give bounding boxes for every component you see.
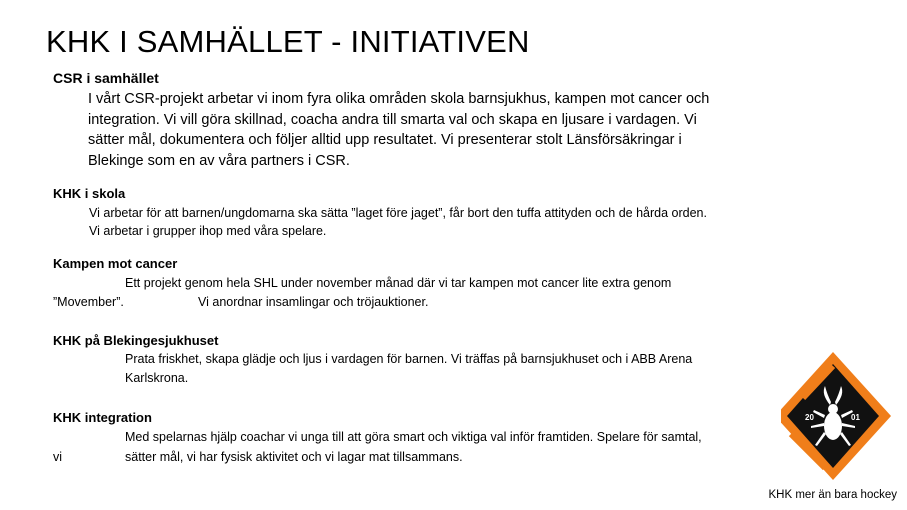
skola-heading: KHK i skola (53, 186, 126, 201)
cancer-line-2a: ”Movember”. (53, 295, 124, 309)
csr-line: I vårt CSR-projekt arbetar vi inom fyra olika områden skola barnsjukhus, kampen mot cancer och (88, 91, 710, 107)
footer-text: KHK mer än bara hockey (768, 489, 897, 501)
blekinge-heading: KHK på Blekingesjukhuset (53, 333, 219, 348)
csr-line: Blekinge som en av våra partners i CSR. (88, 152, 350, 169)
csr-heading: CSR i samhället (53, 70, 159, 86)
integration-line-2b: sätter mål, vi har fysisk aktivitet och vi lagar mat tillsammans. (125, 450, 463, 464)
blekinge-line-2: Karlskrona. (125, 371, 189, 385)
csr-line: sätter mål, dokumentera och följer alltid upp resultatet. Vi presenterar stolt Länsförsäkringar i (88, 132, 682, 148)
integration-line-1: Med spelarnas hjälp coachar vi unga till att göra smart och viktiga val inför framtiden. Spelare för samtal, (125, 430, 702, 444)
logo-year-left: 20 (805, 413, 814, 422)
blekinge-line-1: Prata friskhet, skapa glädje och ljus i vardagen för barnen. Vi träffas på barnsjukhuset och i ABB Arena (125, 352, 693, 366)
csr-line: integration. Vi vill göra skillnad, coacha andra till smarta val och skapa en ljusare i vardagen. Vi (88, 111, 697, 128)
cancer-heading: Kampen mot cancer (53, 256, 178, 271)
khk-logo (781, 350, 893, 482)
cancer-line-1: Ett projekt genom hela SHL under november månad där vi tar kampen mot cancer lite extra genom (125, 276, 672, 290)
integration-heading: KHK integration (53, 410, 152, 425)
skola-line: Vi arbetar för att barnen/ungdomarna ska sätta ”laget före jaget”, får bort den tuffa attityden och de hårda orden. (89, 206, 707, 220)
cancer-line-2b: Vi anordnar insamlingar och tröjauktioner. (198, 295, 429, 309)
integration-line-2a: vi (53, 450, 63, 464)
csr-body (88, 89, 709, 171)
skola-line: Vi arbetar i grupper ihop med våra spelare. (89, 224, 327, 238)
logo-year-right: 01 (851, 413, 860, 422)
page-title: KHK I SAMHÄLLET - INITIATIVEN (46, 24, 530, 59)
skola-body (89, 204, 707, 240)
